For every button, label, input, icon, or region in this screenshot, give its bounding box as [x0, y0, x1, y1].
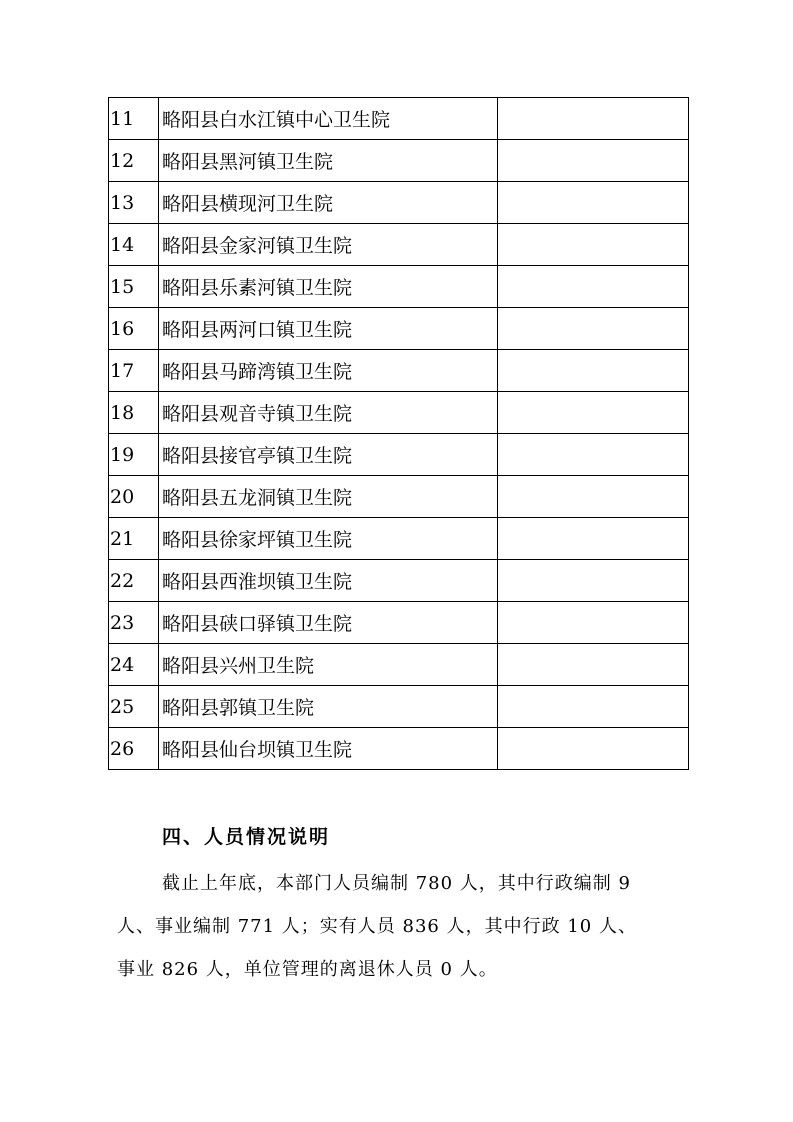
unit-name-cell: 略阳县金家河镇卫生院 [159, 224, 498, 266]
unit-list-table [108, 97, 689, 770]
unit-name-cell: 略阳县仙台坝镇卫生院 [159, 728, 498, 770]
note-cell [498, 686, 689, 728]
table-row [109, 728, 689, 770]
table-row [109, 140, 689, 182]
note-cell [498, 518, 689, 560]
paragraph-line: 事业 826 人，单位管理的离退休人员 0 人。 [117, 959, 498, 980]
table-row [109, 308, 689, 350]
row-number-cell: 22 [109, 560, 159, 602]
note-cell [498, 728, 689, 770]
note-cell [498, 224, 689, 266]
row-number-cell: 18 [109, 392, 159, 434]
table-row [109, 350, 689, 392]
table-row [109, 224, 689, 266]
table-row [109, 98, 689, 140]
unit-name-cell: 略阳县硖口驿镇卫生院 [159, 602, 498, 644]
unit-name-cell: 略阳县横现河卫生院 [159, 182, 498, 224]
section-heading: 四、人员情况说明 [162, 826, 331, 848]
row-number-cell: 17 [109, 350, 159, 392]
note-cell [498, 182, 689, 224]
table-row [109, 644, 689, 686]
row-number-cell: 13 [109, 182, 159, 224]
note-cell [498, 98, 689, 140]
unit-name-cell: 略阳县西淮坝镇卫生院 [159, 560, 498, 602]
paragraph-line: 人、事业编制 771 人；实有人员 836 人，其中行政 10 人、 [117, 916, 637, 937]
unit-name-cell: 略阳县接官亭镇卫生院 [159, 434, 498, 476]
note-cell [498, 308, 689, 350]
unit-name-cell: 略阳县白水江镇中心卫生院 [159, 98, 498, 140]
note-cell [498, 476, 689, 518]
row-number-cell: 12 [109, 140, 159, 182]
table-row [109, 476, 689, 518]
unit-name-cell: 略阳县乐素河镇卫生院 [159, 266, 498, 308]
unit-name-cell: 略阳县黑河镇卫生院 [159, 140, 498, 182]
note-cell [498, 392, 689, 434]
table-row [109, 602, 689, 644]
unit-name-cell: 略阳县兴州卫生院 [159, 644, 498, 686]
note-cell [498, 560, 689, 602]
unit-name-cell: 略阳县五龙洞镇卫生院 [159, 476, 498, 518]
table-row [109, 434, 689, 476]
row-number-cell: 21 [109, 518, 159, 560]
row-number-cell: 23 [109, 602, 159, 644]
row-number-cell: 19 [109, 434, 159, 476]
note-cell [498, 602, 689, 644]
row-number-cell: 16 [109, 308, 159, 350]
row-number-cell: 20 [109, 476, 159, 518]
table-row [109, 518, 689, 560]
note-cell [498, 644, 689, 686]
note-cell [498, 434, 689, 476]
paragraph-line: 截止上年底，本部门人员编制 780 人，其中行政编制 9 [162, 873, 631, 894]
note-cell [498, 266, 689, 308]
table-row [109, 560, 689, 602]
staffing-paragraph [117, 862, 677, 991]
table-row [109, 686, 689, 728]
unit-name-cell: 略阳县徐家坪镇卫生院 [159, 518, 498, 560]
unit-name-cell: 略阳县两河口镇卫生院 [159, 308, 498, 350]
unit-name-cell: 略阳县观音寺镇卫生院 [159, 392, 498, 434]
table-row [109, 392, 689, 434]
row-number-cell: 25 [109, 686, 159, 728]
unit-list-body [109, 98, 689, 770]
row-number-cell: 15 [109, 266, 159, 308]
unit-name-cell: 略阳县郭镇卫生院 [159, 686, 498, 728]
table-row [109, 266, 689, 308]
row-number-cell: 26 [109, 728, 159, 770]
row-number-cell: 11 [109, 98, 159, 140]
row-number-cell: 24 [109, 644, 159, 686]
row-number-cell: 14 [109, 224, 159, 266]
table-row [109, 182, 689, 224]
note-cell [498, 350, 689, 392]
note-cell [498, 140, 689, 182]
unit-name-cell: 略阳县马蹄湾镇卫生院 [159, 350, 498, 392]
